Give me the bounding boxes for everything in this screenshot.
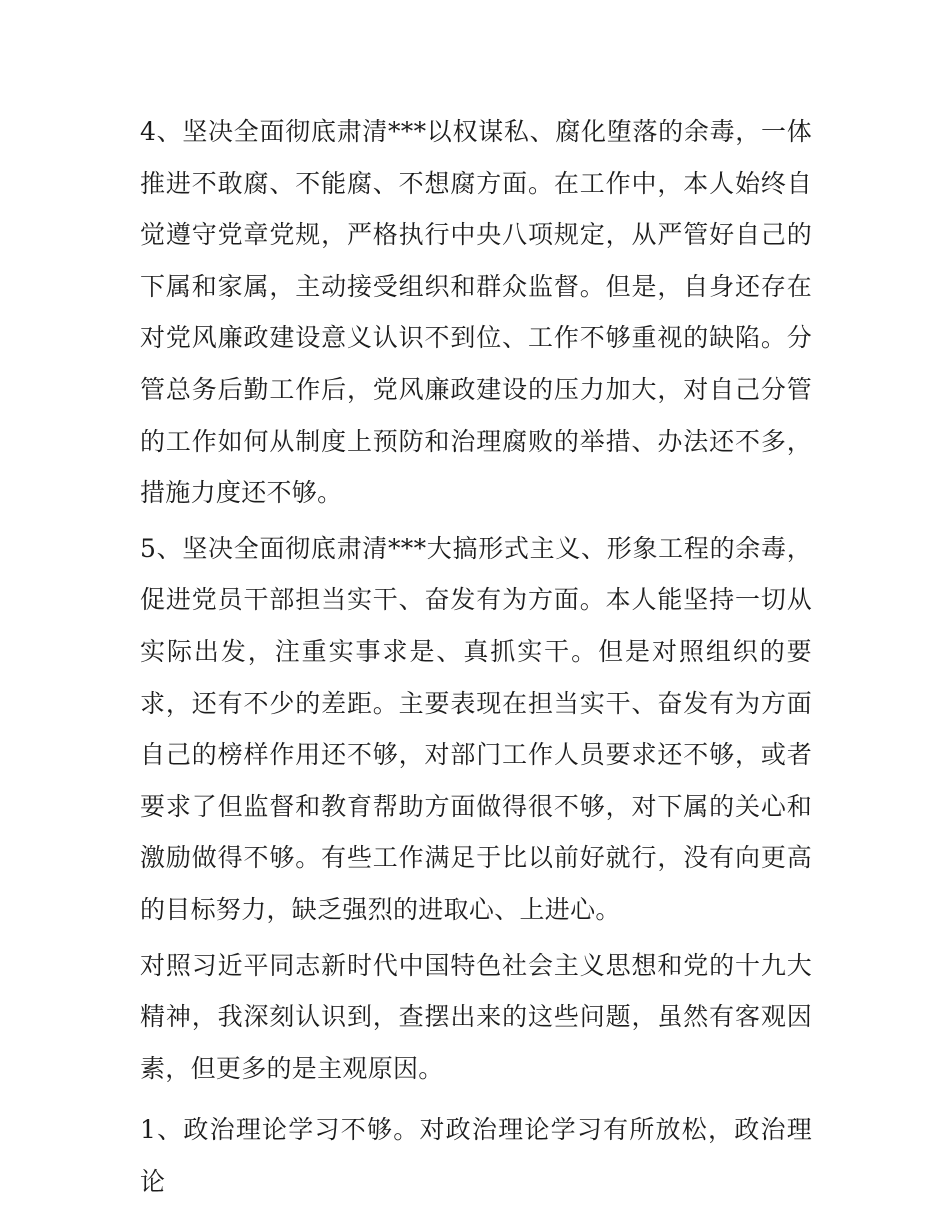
document-body bbox=[140, 106, 812, 1207]
paragraph-1-theory-study: 1、政治理论学习不够。对政治理论学习有所放松，政治理论 bbox=[140, 1115, 812, 1196]
paragraph-5-formalism: 5、坚决全面彻底肃清***大搞形式主义、形象工程的余毒，促进党员干部担当实干、奋发有为方面。本人能坚持一切从实际出发，注重实事求是、真抓实干。但是对照组织的要求，还有不少的差距。主要表现在担当实干、奋发有为方面自己的榜样作用还不够，对部门工作人员要求还不够，或者要求了但监督和教育帮助方面做得很不够，对下属的关心和激励做得不够。有些工作满足于比以前好就行，没有向更高的目标努力，缺乏强烈的进取心、上进心。 bbox=[140, 533, 812, 924]
paragraph-4-integrity: 4、坚决全面彻底肃清***以权谋私、腐化堕落的余毒，一体推进不敢腐、不能腐、不想腐方面。在工作中，本人始终自觉遵守党章党规，严格执行中央八项规定，从严管好自己的下属和家属，主动接受组织和群众监督。但是，自身还存在对党风廉政建设意义认识不到位、工作不够重视的缺陷。分管总务后勤工作后，党风廉政建设的压力加大，对自己分管的工作如何从制度上预防和治理腐败的举措、办法还不多，措施力度还不够。 bbox=[140, 117, 812, 508]
paragraph-reflection: 对照习近平同志新时代中国特色社会主义思想和党的十九大精神，我深刻认识到，查摆出来的这些问题，虽然有客观因素，但更多的是主观原因。 bbox=[140, 950, 812, 1083]
